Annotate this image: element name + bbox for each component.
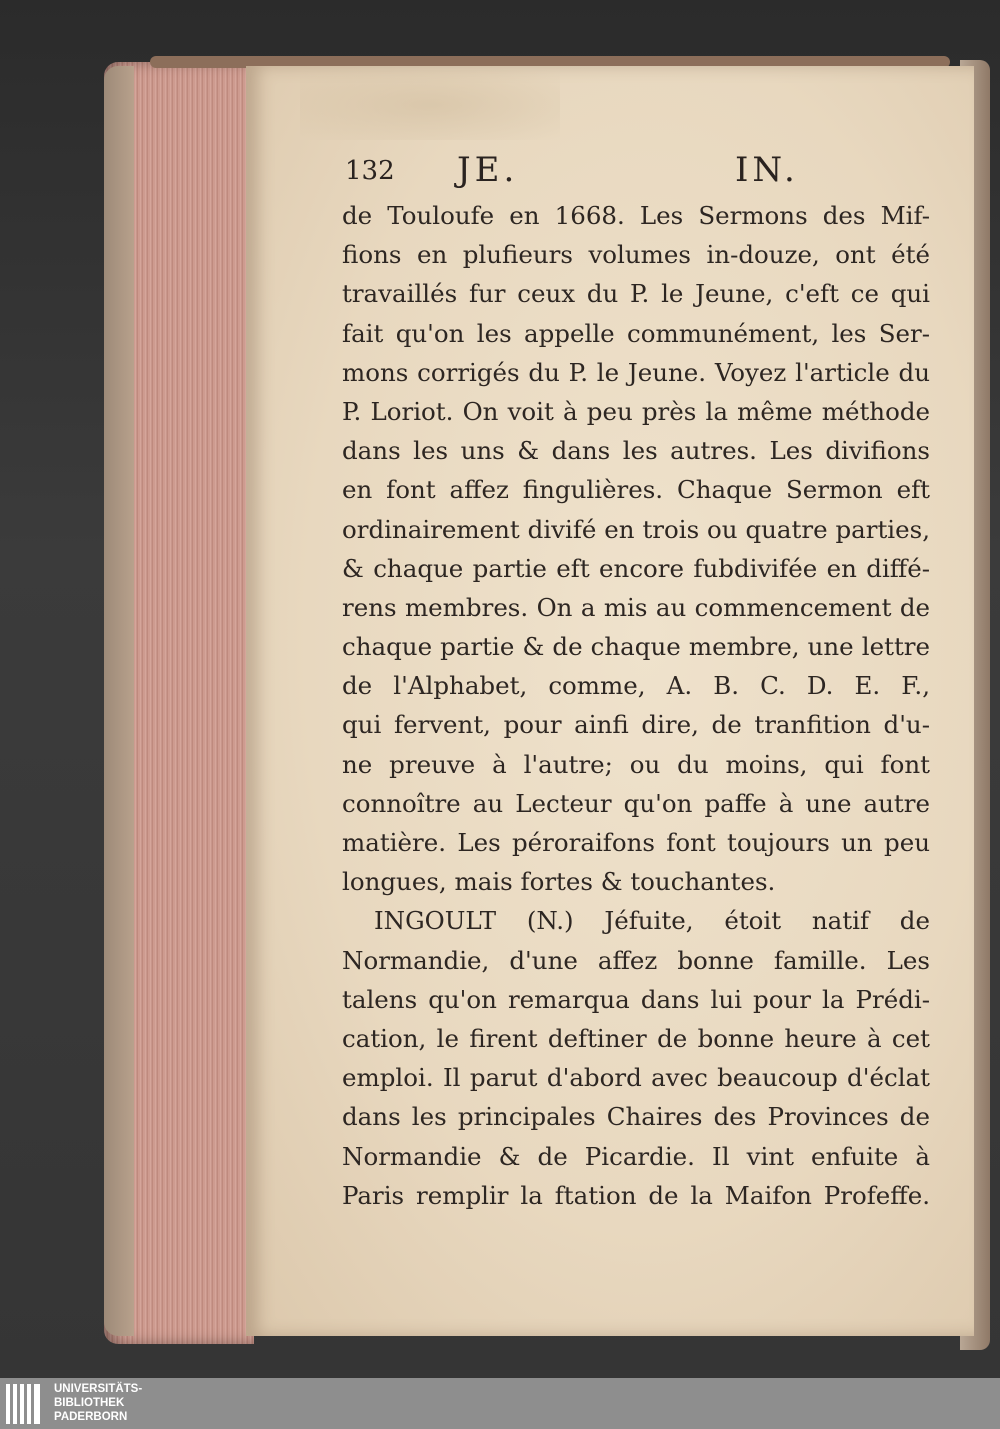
text-line: de l'Alphabet, comme, A. B. C. D. E. F., [342,671,930,701]
text-line: Paris remplir la ftation de la Maifon Profeffe. [342,1180,930,1210]
text-line: ordinairement divifé en trois ou quatre parties, [342,514,930,544]
text-line: de Touloufe en 1668. Les Sermons des Mif- [342,201,930,230]
text-line: longues, mais fortes & touchantes. [342,867,776,897]
text-line: Normandie, d'une affez bonne famille. Les [342,945,930,975]
logo-line-3: PADERBORN [54,1411,128,1423]
footer-bar [0,1378,1000,1429]
library-bars-icon [6,1384,46,1424]
text-line: P. Loriot. On voit à peu près la même méthode [342,396,930,426]
text-line: qui fervent, pour ainfi dire, de tranfition d'u- [342,710,930,740]
running-header [345,150,925,198]
text-line: rens membres. On a mis au commencement de [342,592,930,622]
text-line: & chaque partie eft encore fubdivifée en diffé- [342,553,930,583]
text-line: talens qu'on remarqua dans lui pour la Prédi- [342,984,930,1014]
text-line: ne preuve à l'autre; ou du moins, qui font [342,749,930,779]
text-line: en font affez fingulières. Chaque Sermon eft [342,475,930,505]
running-head-left: JE. [457,150,519,190]
body-text [342,196,930,1215]
text-line: Normandie & de Picardie. Il vint enfuite à [342,1141,930,1171]
text-line: fions en plufieurs volumes in-douze, ont été [342,240,930,270]
logo-line-1: UNIVERSITÄTS- [54,1383,143,1395]
text-line: dans les uns & dans les autres. Les divifions [342,436,930,466]
text-line: fait qu'on les appelle communément, les Ser- [342,318,930,348]
book-cover-left [104,66,134,1336]
library-logo-text [54,1382,142,1424]
text-line: chaque partie & de chaque membre, une lettre [342,632,930,662]
text-line: connoître au Lecteur qu'on paffe à une autre [342,788,930,818]
text-line: dans les principales Chaires des Provinces de [342,1102,930,1132]
text-line: travaillés fur ceux du P. le Jeune, c'eft ce qui [342,279,930,309]
page-stain [300,70,560,140]
text-line: cation, le firent deftiner de bonne heure à cet [342,1023,930,1053]
entry-heading-line: INGOULT (N.) Jéfuite, étoit natif de [374,906,930,936]
text-line: emploi. Il parut d'abord avec beaucoup d'éclat [342,1063,930,1093]
logo-line-2: BIBLIOTHEK [54,1397,125,1409]
text-line: mons corrigés du P. le Jeune. Voyez l'article du [342,357,930,387]
text-line: matière. Les péroraifons font toujours un peu [342,828,930,857]
running-head-right: IN. [735,150,799,190]
page-number: 132 [345,156,395,186]
